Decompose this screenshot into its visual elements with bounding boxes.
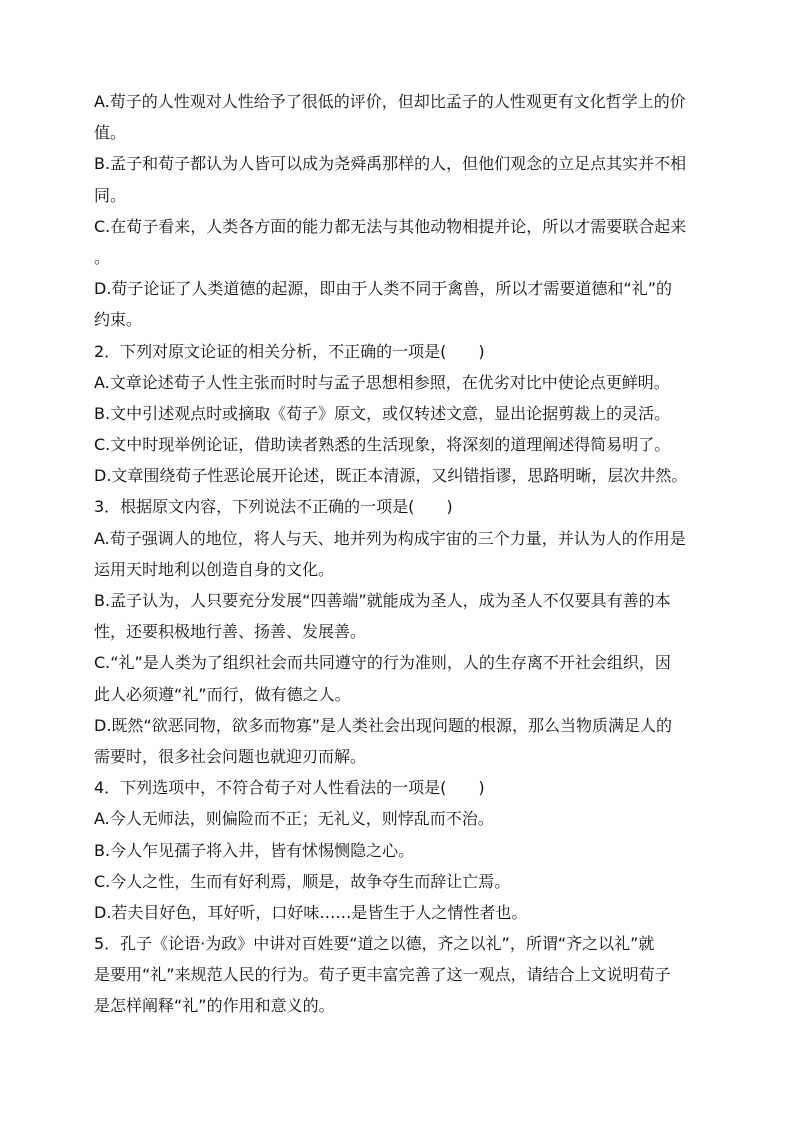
q3-option-d-line-1: D.既然“欲恶同物，欲多而物寡”是人类社会出现问题的根源，那么当物质满足人的 [94, 715, 672, 735]
q4-option-b: B.今人乍见孺子将入井，皆有怵惕恻隐之心。 [94, 840, 415, 860]
option-b-line-2: 同。 [94, 185, 127, 205]
option-c-line-2: 。 [94, 247, 111, 267]
option-b-line-1: B.孟子和荀子都认为人皆可以成为尧舜禹那样的人，但他们观念的立足点其实并不相 [94, 154, 687, 174]
option-a-line-1: A.荀子的人性观对人性给予了很低的评价，但却比孟子的人性观更有文化哲学上的价 [94, 92, 686, 111]
question-5-line-2: 是要用“礼”来规范人民的行为。荀子更丰富完善了这一观点，请结合上文说明荀子 [94, 965, 671, 985]
q3-option-d-line-2: 需要时，很多社会问题也就迎刃而解。 [94, 746, 367, 766]
q3-option-c-line-2: 此人必须遵“礼”而行，做有德之人。 [94, 684, 351, 704]
option-a-line-2: 值。 [94, 123, 127, 143]
q3-option-b-line-1: B.孟子认为，人只要充分发展“四善端”就能成为圣人，成为圣人不仅要具有善的本 [94, 591, 671, 610]
question-2-stem: 2．下列对原文论证的相关分析，不正确的一项是( ) [94, 341, 485, 361]
q2-option-a: A.文章论述荀子人性主张而时时与孟子思想相参照，在优劣对比中使论点更鲜明。 [94, 372, 670, 392]
question-3-stem: 3．根据原文内容，下列说法不正确的一项是( ) [94, 497, 453, 517]
q3-option-c-line-1: C.“礼”是人类为了组织社会而共同遵守的行为准则，人的生存离不开社会组织，因 [94, 653, 671, 673]
q4-option-d: D.若夫目好色，耳好听，口好味……是皆生于人之情性者也。 [94, 902, 528, 922]
question-4-stem: 4．下列选项中，不符合荀子对人性看法的一项是( ) [94, 778, 485, 798]
q3-option-a-line-1: A.荀子强调人的地位，将人与天、地并列为构成宇宙的三个力量，并认为人的作用是 [94, 528, 686, 548]
document-body [94, 86, 702, 1022]
question-5-line-3: 是怎样阐释“礼”的作用和意义的。 [94, 996, 335, 1016]
q4-option-a: A.今人无师法，则偏险而不正；无礼义，则悖乱而不治。 [94, 809, 494, 829]
question-5-line-1: 5．孔子《论语·为政》中讲对百姓要“道之以德，齐之以礼”，所谓“齐之以礼”就 [94, 934, 655, 954]
q2-option-b: B.文中引述观点时或摘取《荀子》原文，或仅转述文意，显出论据剪裁上的灵活。 [94, 403, 671, 423]
q3-option-a-line-2: 运用天时地利以创造自身的文化。 [94, 559, 335, 579]
q2-option-c: C.文中时现举例论证，借助读者熟悉的生活现象，将深刻的道理阐述得简易明了。 [94, 435, 671, 455]
option-d-line-1: D.荀子论证了人类道德的起源，即由于人类不同于禽兽，所以才需要道德和“礼”的 [94, 279, 672, 299]
q4-option-c: C.今人之性，生而有好利焉，顺是，故争夺生而辞让亡焉。 [94, 871, 511, 891]
q2-option-d: D.文章围绕荀子性恶论展开论述，既正本清源，又纠错指谬，思路明晰，层次井然。 [94, 466, 688, 486]
option-c-line-1: C.在荀子看来，人类各方面的能力都无法与其他动物相提并论，所以才需要联合起来 [94, 216, 687, 236]
q3-option-b-line-2: 性，还要积极地行善、扬善、发展善。 [94, 622, 367, 642]
option-d-line-2: 约束。 [94, 310, 143, 330]
